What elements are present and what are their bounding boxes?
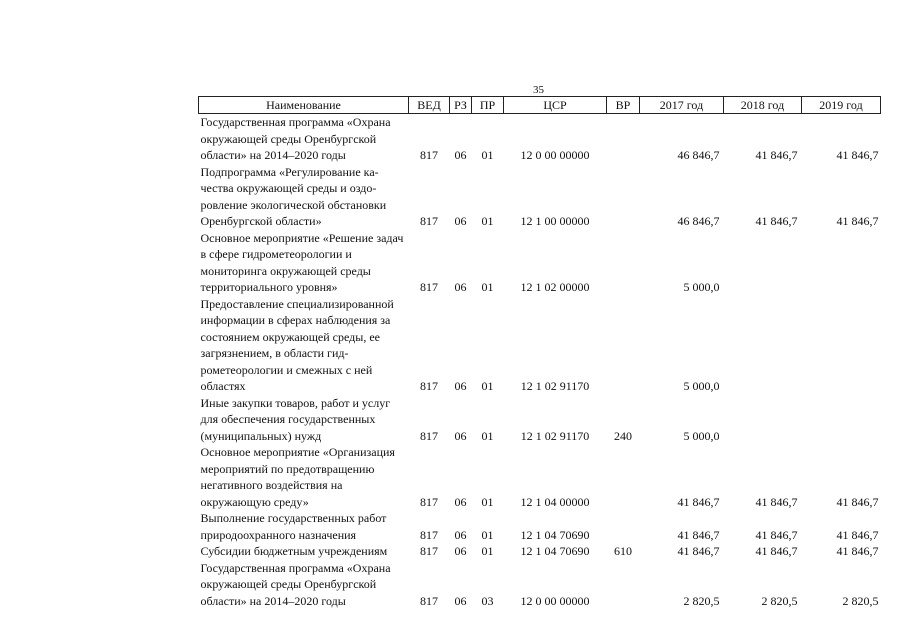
page-number: 35 [533, 84, 544, 96]
header-row [199, 97, 881, 114]
row-csr: 12 0 00 00000 [520, 593, 590, 608]
row-ved: 817 [420, 280, 438, 294]
row-2017: 41 846,7 [677, 544, 720, 558]
header-vr: ВР [607, 97, 640, 114]
row-2018: 41 846,7 [755, 544, 798, 558]
row-pr: 01 [481, 148, 494, 162]
row-2017: 5 000,0 [683, 280, 720, 294]
header-csr: ЦСР [504, 97, 607, 114]
table-body [199, 114, 881, 610]
table-row [199, 543, 881, 560]
row-2019 [802, 230, 881, 296]
row-csr: 12 1 02 00000 [520, 280, 590, 294]
row-2019: 2 820,5 [842, 593, 879, 608]
row-vr [607, 444, 640, 510]
row-rz: 06 [454, 148, 467, 162]
row-vr [607, 230, 640, 296]
row-pr: 01 [481, 527, 494, 542]
row-vr: 610 [614, 544, 632, 558]
row-ved: 817 [420, 494, 438, 509]
row-2017: 5 000,0 [683, 428, 720, 443]
row-ved: 817 [420, 428, 438, 443]
row-vr [607, 560, 640, 610]
table-row [199, 560, 881, 610]
row-name: Иные закупки товаров, работ и услуг для обеспечения государственных (муниципальных) нужд [200, 395, 391, 443]
row-ved: 817 [420, 544, 438, 558]
table-row [199, 444, 881, 510]
row-vr [607, 164, 640, 230]
table-row [199, 296, 881, 395]
row-pr: 01 [481, 214, 494, 228]
row-rz: 06 [454, 527, 467, 542]
row-2019 [802, 296, 881, 395]
row-pr: 01 [481, 428, 494, 443]
row-2018: 41 846,7 [755, 527, 798, 542]
table-row [199, 395, 881, 445]
header-rz: РЗ [450, 97, 472, 114]
row-2018: 2 820,5 [761, 593, 798, 608]
row-name: Выполнение государственных работ природоохранного назначения [200, 511, 387, 542]
row-ved: 817 [420, 593, 438, 608]
row-rz: 06 [454, 428, 467, 443]
row-rz: 06 [454, 544, 467, 558]
row-vr: 240 [614, 428, 632, 443]
row-rz: 06 [454, 280, 467, 294]
row-2017: 41 846,7 [677, 494, 720, 509]
row-2019: 41 846,7 [836, 527, 879, 542]
row-name: Основное мероприятие «Организация мероприятий по предотвращению негативного воздействия на окружающую среду» [200, 445, 395, 509]
table-row [199, 230, 881, 296]
header-2018: 2018 год [724, 97, 802, 114]
row-2018 [724, 296, 802, 395]
row-name: Предоставление специализированной информации в сферах наблюдения за состоянием окружающей среды, ее загрязнением, в области гидрометеорологии и смежных с ней областях [200, 296, 394, 393]
row-2019: 41 846,7 [836, 494, 879, 509]
row-pr: 01 [481, 544, 494, 558]
row-2017: 46 846,7 [677, 214, 720, 228]
row-2018: 41 846,7 [755, 494, 798, 509]
row-name: Субсидии бюджетным учреждениям [200, 544, 388, 558]
row-ved: 817 [420, 527, 438, 542]
row-rz: 06 [454, 593, 467, 608]
row-2017: 5 000,0 [683, 379, 720, 393]
row-pr: 03 [481, 593, 494, 608]
row-2019: 41 846,7 [836, 214, 879, 228]
header-pr: ПР [472, 97, 504, 114]
table-row [199, 114, 881, 164]
row-2018 [724, 230, 802, 296]
row-ved: 817 [420, 379, 438, 393]
row-name: Подпрограмма «Регулирование качества окружающей среды и оздоровление экологической обстановки Оренбургской области» [200, 164, 387, 228]
row-pr: 01 [481, 494, 494, 509]
row-2018: 41 846,7 [755, 214, 798, 228]
row-name: Основное мероприятие «Решение задач в сфере гидрометеорологии и мониторинга окружающей среды территориального уровня» [200, 230, 404, 294]
row-2017: 41 846,7 [677, 527, 720, 542]
row-vr [607, 510, 640, 543]
row-2019: 41 846,7 [836, 544, 879, 558]
row-ved: 817 [420, 148, 438, 162]
row-vr [607, 296, 640, 395]
budget-table [198, 96, 881, 609]
header-2017: 2017 год [640, 97, 724, 114]
row-vr [607, 114, 640, 164]
table-row [199, 510, 881, 543]
row-2019 [802, 395, 881, 445]
table-header [199, 97, 881, 114]
row-csr: 12 0 00 00000 [520, 148, 590, 162]
row-name: Государственная программа «Охрана окружающей среды Оренбургской области» на 2014–2020 годы [200, 115, 391, 162]
row-2017: 46 846,7 [677, 148, 720, 162]
row-csr: 12 1 02 91170 [520, 428, 590, 443]
row-ved: 817 [420, 214, 438, 228]
row-csr: 12 1 02 91170 [520, 379, 590, 393]
row-2018: 41 846,7 [755, 148, 798, 162]
row-2017: 2 820,5 [683, 593, 720, 608]
row-rz: 06 [454, 379, 467, 393]
row-rz: 06 [454, 494, 467, 509]
row-csr: 12 1 04 00000 [520, 494, 590, 509]
row-pr: 01 [481, 379, 494, 393]
row-name: Государственная программа «Охрана окружающей среды Оренбургской области» на 2014–2020 годы [200, 560, 391, 608]
row-csr: 12 1 04 70690 [520, 544, 590, 558]
header-ved: ВЕД [409, 97, 450, 114]
row-2019: 41 846,7 [836, 148, 879, 162]
row-csr: 12 1 00 00000 [520, 214, 590, 228]
row-2018 [724, 395, 802, 445]
header-name: Наименование [199, 97, 409, 114]
row-csr: 12 1 04 70690 [520, 527, 590, 542]
header-2019: 2019 год [802, 97, 881, 114]
row-rz: 06 [454, 214, 467, 228]
row-pr: 01 [481, 280, 494, 294]
table-row [199, 164, 881, 230]
